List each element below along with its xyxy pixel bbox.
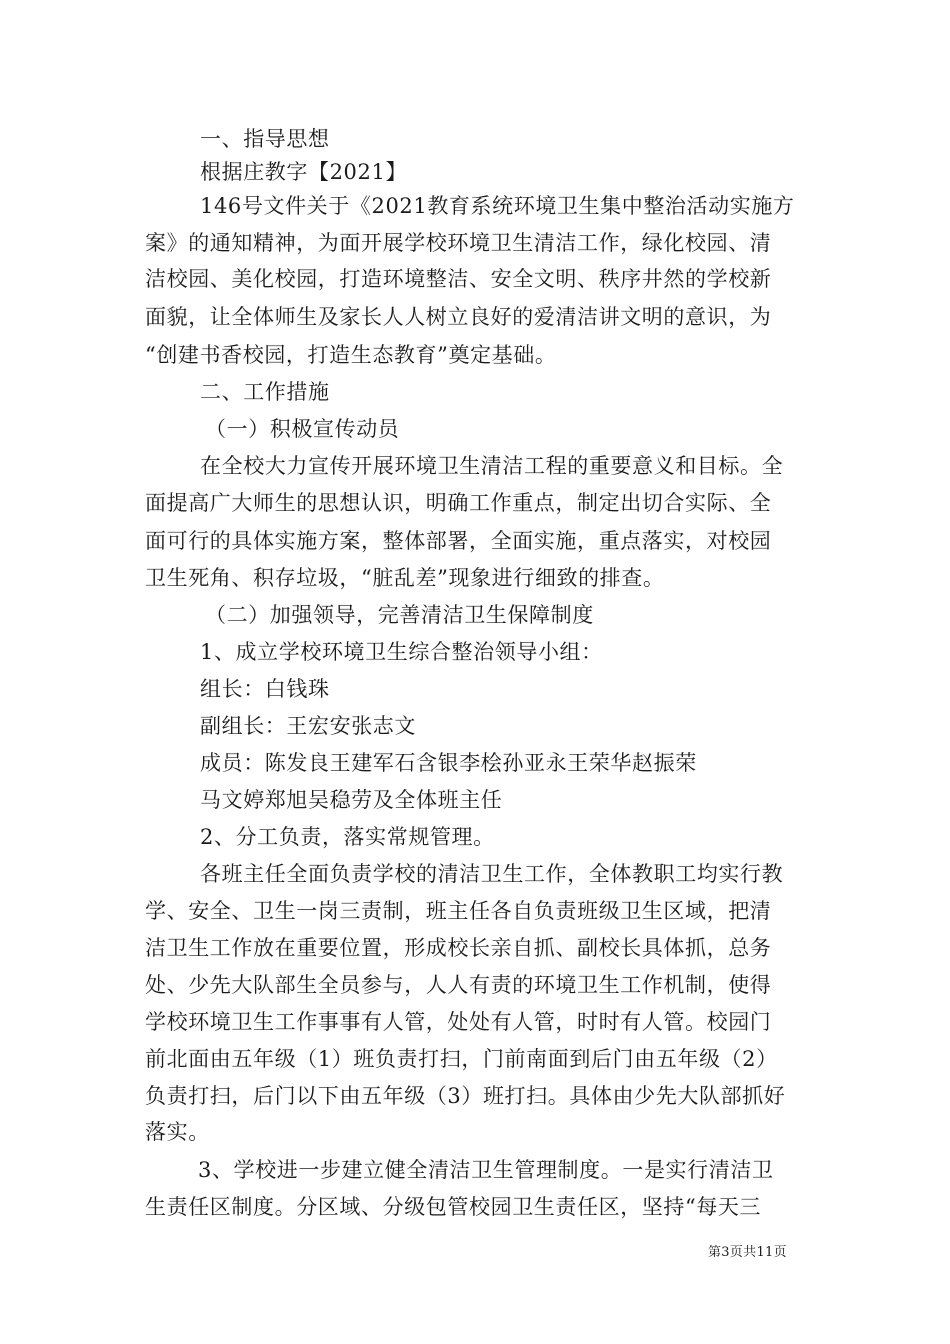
paragraph-line: 2、分工负责，落实常规管理。 [200, 825, 495, 849]
paragraph-line: 落实。 [145, 1120, 210, 1144]
page-number: 第3页共11页 [708, 1245, 787, 1260]
paragraph-line: 洁卫生工作放在重要位置，形成校长亲自抓、副校长具体抓，总务 [145, 936, 772, 960]
paragraph-line: 3、学校进一步建立健全清洁卫生管理制度。一是实行清洁卫 [198, 1158, 774, 1182]
paragraph-line: 在全校大力宣传开展环境卫生清洁工程的重要意义和目标。全 [200, 454, 784, 478]
paragraph-line: 1、成立学校环境卫生综合整治领导小组： [200, 640, 603, 664]
paragraph-line: “创建书香校园，打造生态教育”奠定基础。 [145, 343, 557, 367]
leader-line: 组长：白钱珠 [200, 677, 330, 701]
paragraph-line: 前北面由五年级（1）班负责打扫，门前南面到后门由五年级（2） [145, 1047, 778, 1071]
paragraph-line: 146号文件关于《2021教育系统环境卫生集中整治活动实施方 [200, 194, 795, 218]
paragraph-line: 面可行的具体实施方案，整体部署，全面实施，重点落实，对校园 [145, 529, 772, 553]
heading-guiding-ideology: 一、指导思想 [200, 127, 330, 151]
paragraph-line: 案》的通知精神，为面开展学校环境卫生清洁工作，绿化校园、清 [145, 231, 772, 255]
subheading-publicity: （一）积极宣传动员 [205, 417, 400, 441]
paragraph-line: 生责任区制度。分区域、分级包管校园卫生责任区，坚持“每天三 [145, 1195, 762, 1219]
paragraph-line: 学校环境卫生工作事事有人管，处处有人管，时时有人管。校园门 [145, 1010, 772, 1034]
members-line: 马文婷郑旭吴稳劳及全体班主任 [200, 788, 503, 812]
members-line: 成员：陈发良王建军石含银李桧孙亚永王荣华赵振荣 [200, 751, 697, 775]
subheading-leadership: （二）加强领导，完善清洁卫生保障制度 [205, 603, 594, 627]
deputy-leader-line: 副组长：王宏安张志文 [200, 714, 416, 738]
paragraph-line: 处、少先大队部生全员参与，人人有责的环境卫生工作机制，使得 [145, 973, 772, 997]
paragraph-line: 卫生死角、积存垃圾，“脏乱差”现象进行细致的排查。 [145, 566, 665, 590]
paragraph-line: 学、安全、卫生一岗三责制，班主任各自负责班级卫生区域，把清 [145, 899, 772, 923]
paragraph-line: 洁校园、美化校园，打造环境整洁、安全文明、秩序井然的学校新 [145, 267, 772, 291]
paragraph-line: 面貌，让全体师生及家长人人树立良好的爱清洁讲文明的意识，为 [145, 305, 772, 329]
paragraph-line: 各班主任全面负责学校的清洁卫生工作，全体教职工均实行教 [200, 862, 784, 886]
paragraph-line: 面提高广大师生的思想认识，明确工作重点，制定出切合实际、全 [145, 491, 772, 515]
paragraph-line: 负责打扫，后门以下由五年级（3）班打扫。具体由少先大队部抓好 [145, 1084, 786, 1108]
paragraph-line: 根据庄教字【2021】 [200, 160, 408, 184]
heading-work-measures: 二、工作措施 [200, 380, 330, 404]
